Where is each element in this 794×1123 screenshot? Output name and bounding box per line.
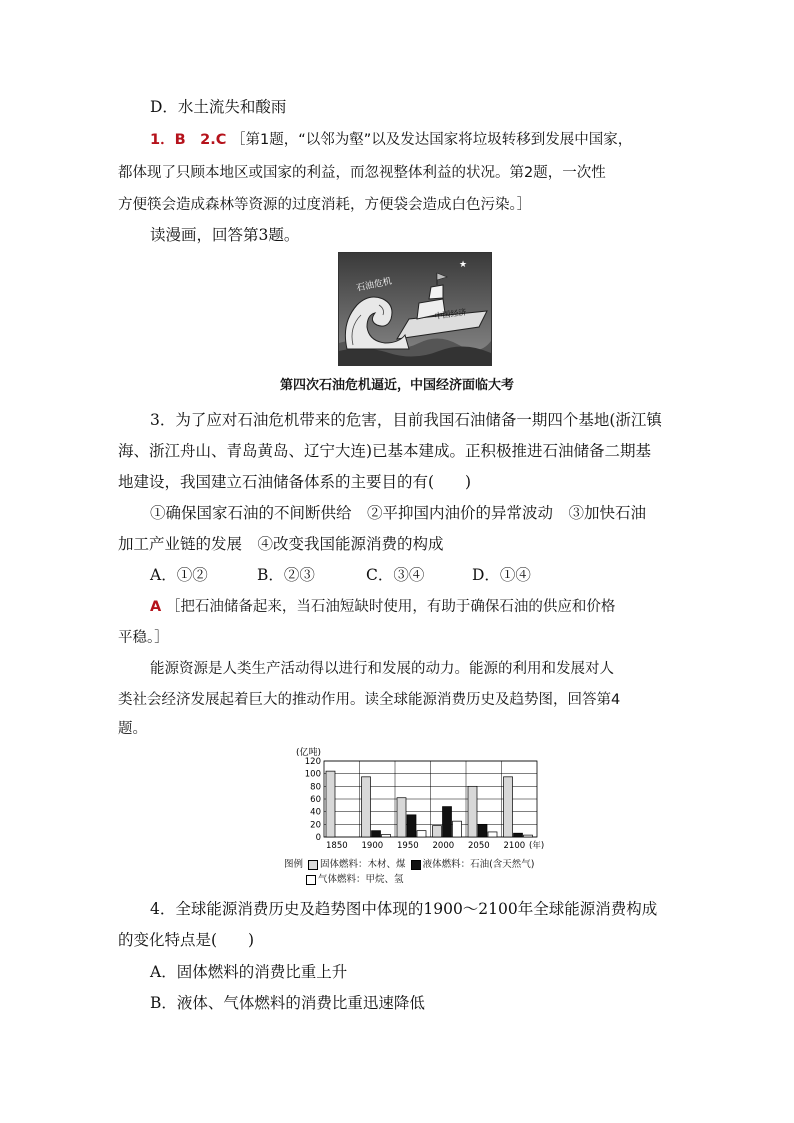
chart-y-tick-label: 80 (310, 782, 321, 793)
chart-bar-2100-s1 (514, 833, 523, 837)
cartoon-wave-label: 石油危机 (355, 276, 393, 294)
chart-x-tick-label: 1950 (397, 841, 419, 851)
q3-intro: 读漫画，回答第3题。 (150, 226, 300, 244)
q3-option-a: A．①② (150, 566, 208, 584)
chart-bar-1950-s1 (407, 815, 416, 837)
chart-x-tick-label: 1850 (326, 841, 348, 851)
q4-intro-line2: 类社会经济发展起着巨大的推动作用。读全球能源消费历史及趋势图，回答第4 (118, 692, 621, 708)
chart-bar-1850-s0 (326, 771, 335, 837)
chart-x-tick-label: 1900 (361, 841, 384, 851)
q3-line3: 地建设，我国建立石油储备体系的主要目的有( ) (118, 473, 472, 491)
chart-x-tick-label: 2000 (432, 841, 455, 851)
cartoon-ship-label: 中国经济 (434, 307, 467, 321)
answer-3-text1: ［把石油储备起来，当石油短缺时使用，有助于确保石油的供应和价格 (165, 599, 616, 615)
chart-y-unit: (亿吨) (296, 748, 322, 758)
chart-bar-2100-s0 (504, 777, 513, 837)
chart-y-tick-label: 40 (310, 807, 321, 818)
chart-bar-1900-s2 (382, 834, 391, 837)
chart-y-tick-label: 20 (310, 820, 321, 831)
chart-bar-2100-s2 (524, 835, 533, 837)
legend-swatch-liquid (411, 860, 421, 870)
answer-3-line1 (150, 596, 615, 618)
chart-legend-row1 (284, 856, 535, 870)
chart-y-tick-label: 0 (315, 833, 321, 843)
q4-option-a: A．固体燃料的消费比重上升 (150, 963, 348, 981)
chart-x-tick-label: 2100 (503, 841, 526, 851)
q3-line1: 3．为了应对石油危机带来的危害，目前我国石油储备一期四个基地(浙江镇 (150, 411, 662, 429)
cartoon-caption: 第四次石油危机逼近，中国经济面临大考 (279, 378, 514, 393)
chart-legend-row2 (304, 871, 404, 885)
cartoon-illustration (339, 253, 491, 365)
chart-bar-2000-s1 (443, 807, 452, 837)
answer-3-line2: 平稳。］ (118, 630, 169, 646)
chart-bar-2050-s0 (468, 786, 477, 837)
answer-1-2-text1: ［第1题，“以邻为壑”以及发达国家将垃圾转移到发展中国家， (231, 132, 633, 148)
answer-1-2-line2: 都体现了只顾本地区或国家的利益，而忽视整体利益的状况。第2题，一次性 (118, 165, 606, 181)
q4-intro-line1: 能源资源是人类生产活动得以进行和发展的动力。能源的利用和发展对人 (150, 661, 614, 677)
legend-title: 图例 (284, 859, 304, 870)
chart-x-unit: (年) (529, 841, 545, 851)
legend-liquid: 液体燃料：石油(含天然气) (422, 859, 535, 870)
chart-bar-1950-s0 (397, 798, 406, 837)
q4-intro-line3: 题。 (118, 721, 147, 737)
answer-1-2-line1 (150, 129, 632, 151)
q3-option-b: B．②③ (257, 566, 315, 584)
chart-bar-1900-s0 (362, 777, 371, 837)
answer-1-2-line3: 方便筷会造成森林等资源的过度消耗，方便袋会造成白色污染。］ (118, 197, 532, 213)
chart-bar-2050-s2 (488, 832, 497, 837)
legend-swatch-solid (308, 860, 318, 870)
q3-items-line1: ①确保国家石油的不间断供给 ②平抑国内油价的异常波动 ③加快石油 (150, 504, 647, 522)
chart-bar-2000-s0 (433, 826, 442, 837)
chart-bar-1950-s2 (417, 831, 426, 837)
q4-line1: 4．全球能源消费历史及趋势图中体现的1900～2100年全球能源消费构成 (150, 900, 658, 918)
q3-option-d: D．①④ (472, 566, 531, 584)
chart-y-tick-label: 100 (304, 769, 321, 780)
chart-y-tick-label: 60 (310, 795, 321, 805)
svg-text:★: ★ (459, 260, 468, 270)
oil-crisis-cartoon (338, 252, 492, 366)
q4-line2: 的变化特点是( ) (118, 931, 255, 949)
legend-solid: 固体燃料：木材、煤 (320, 859, 406, 870)
chart-y-tick-label: 120 (304, 757, 321, 767)
chart-bar-1900-s1 (372, 831, 381, 837)
q3-option-c: C．③④ (366, 566, 425, 584)
answer-3-mark: A (150, 599, 162, 615)
chart-x-tick-label: 2050 (468, 841, 490, 851)
chart-bar-2000-s2 (453, 821, 462, 837)
chart-svg (282, 746, 552, 856)
q4-option-b: B．液体、气体燃料的消费比重迅速降低 (150, 994, 425, 1012)
legend-swatch-gas (306, 875, 316, 885)
chart-bar-2050-s1 (478, 824, 487, 837)
answer-1-2-mark: 1．B 2.C (150, 132, 227, 148)
energy-consumption-chart (282, 746, 552, 886)
q3-line2: 海、浙江舟山、青岛黄岛、辽宁大连)已基本建成。正积极推进石油储备二期基 (118, 442, 652, 460)
q3-items-line2: 加工产业链的发展 ④改变我国能源消费的构成 (118, 535, 444, 553)
legend-gas: 气体燃料：甲烷、氢 (318, 874, 404, 885)
q2-option-d: D．水土流失和酸雨 (150, 98, 287, 116)
